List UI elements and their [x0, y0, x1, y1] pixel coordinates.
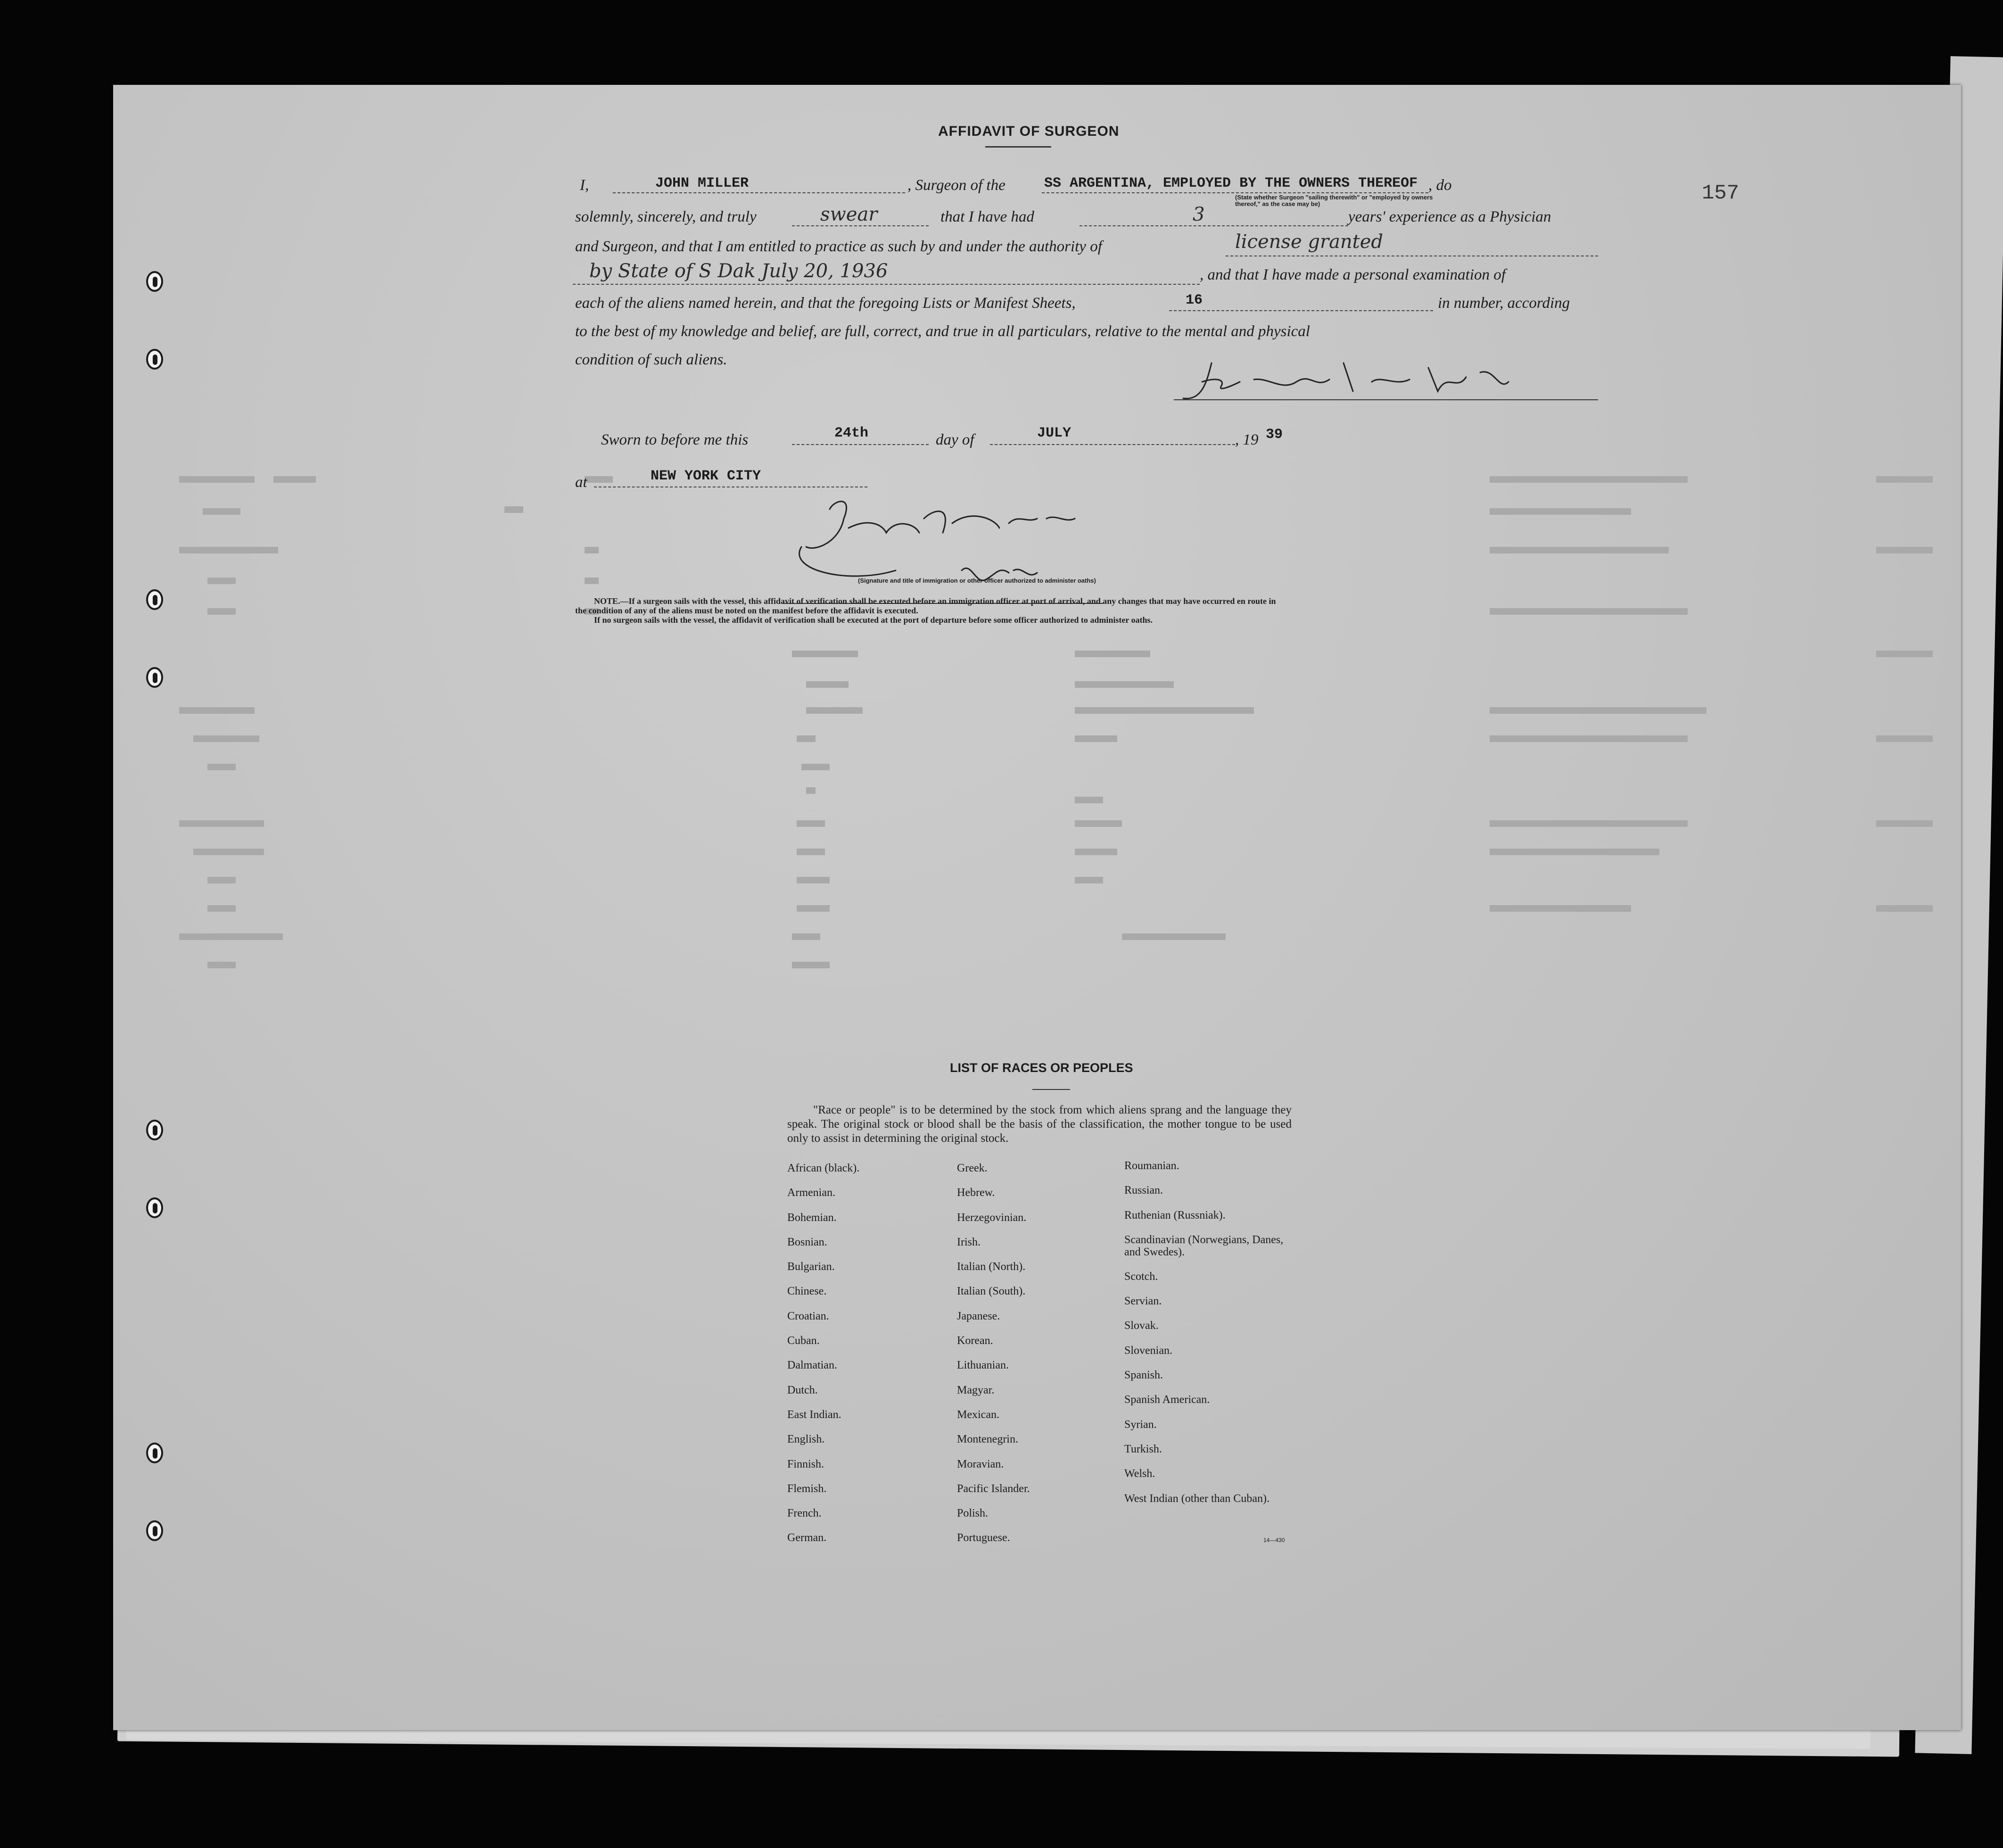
binder-hole: [146, 1197, 163, 1218]
races-title: LIST OF RACES OR PEOPLES: [950, 1061, 1133, 1075]
race-item: Armenian.: [787, 1187, 835, 1199]
form-text: Sworn to before me this: [601, 431, 749, 448]
race-item: East Indian.: [787, 1408, 841, 1421]
race-item: Russian.: [1124, 1184, 1163, 1197]
state-note: (State whether Surgeon "sailing therewith" or "employed by owners thereof," as the case may be): [1235, 194, 1433, 207]
binder-hole: [146, 271, 163, 292]
race-item: West Indian (other than Cuban).: [1124, 1492, 1269, 1505]
years-experience: 3: [1193, 204, 1205, 225]
binder-hole: [146, 589, 163, 610]
form-text: years' experience as a Physician: [1348, 208, 1551, 225]
surgeon-signature: [1174, 354, 1598, 410]
form-text: , and that I have made a personal examination of: [1200, 266, 1506, 283]
sworn-year: 39: [1266, 427, 1283, 443]
race-item: Irish.: [957, 1236, 981, 1248]
race-item: English.: [787, 1433, 825, 1446]
race-item: Spanish.: [1124, 1369, 1163, 1382]
race-item: Turkish.: [1124, 1443, 1162, 1455]
oath-word: swear: [820, 204, 878, 225]
affidavit-title: AFFIDAVIT OF SURGEON: [938, 124, 1120, 139]
form-number: 14—430: [1263, 1537, 1285, 1543]
race-item: Bosnian.: [787, 1236, 827, 1248]
race-item: Bohemian.: [787, 1211, 837, 1224]
races-column-2: [957, 1162, 1113, 1557]
affiant-prefix: I,: [580, 177, 589, 194]
form-text: , Surgeon of the: [907, 177, 1006, 194]
blank-line: [1080, 225, 1348, 226]
page-number: 157: [1702, 182, 1739, 205]
races-column-1: [787, 1162, 943, 1557]
note-line: the condition of any of the aliens must be noted on the manifest before the affidavit is executed.: [575, 606, 918, 615]
blank-line: [613, 192, 905, 193]
race-item: Greek.: [957, 1162, 988, 1174]
race-item: Italian (South).: [957, 1285, 1026, 1298]
race-item: Italian (North).: [957, 1261, 1026, 1273]
race-item: Polish.: [957, 1507, 989, 1520]
race-item: Slovenian.: [1124, 1344, 1172, 1357]
form-text: day of: [936, 431, 974, 448]
officer-caption: (Signature and title of immigration or other officer authorized to administer oaths): [858, 577, 1096, 584]
binder-hole: [146, 349, 163, 370]
race-item: Dutch.: [787, 1384, 818, 1396]
race-item: Scotch.: [1124, 1270, 1158, 1283]
binder-hole: [146, 1443, 163, 1463]
races-intro: "Race or people" is to be determined by the stock from which aliens sprang and the language they speak. The original stock or blood shall be the basis of the classification, the mother tongue to be used only to assist in determining the original stock.: [787, 1104, 1292, 1145]
binder-hole: [146, 667, 163, 688]
vessel-status: SS ARGENTINA, EMPLOYED BY THE OWNERS THEREOF: [1044, 175, 1418, 191]
race-item: Magyar.: [957, 1384, 995, 1396]
race-item: Mexican.: [957, 1408, 999, 1421]
race-item: Montenegrin.: [957, 1433, 1018, 1446]
race-item: Roumanian.: [1124, 1160, 1179, 1172]
race-item: Ruthenian (Russniak).: [1124, 1209, 1226, 1221]
race-item: Bulgarian.: [787, 1261, 835, 1273]
race-item: Dalmatian.: [787, 1359, 837, 1372]
race-item: Lithuanian.: [957, 1359, 1009, 1372]
form-text: , do: [1428, 177, 1452, 194]
binder-hole: [146, 1120, 163, 1140]
title-divider: [1032, 1089, 1070, 1090]
race-item: French.: [787, 1507, 822, 1520]
authority-handwritten: license granted: [1235, 231, 1384, 253]
race-item: African (black).: [787, 1162, 860, 1174]
race-item: German.: [787, 1532, 827, 1544]
surgeon-name: JOHN MILLER: [655, 175, 749, 191]
blank-line: [990, 444, 1235, 445]
manifest-page: [113, 85, 1961, 1730]
race-item: Portuguese.: [957, 1532, 1010, 1544]
race-item: Croatian.: [787, 1310, 829, 1322]
form-text: solemnly, sincerely, and truly: [575, 208, 757, 225]
form-text: at: [575, 474, 587, 491]
race-item: Hebrew.: [957, 1187, 995, 1199]
race-item: Japanese.: [957, 1310, 1000, 1322]
race-item: Flemish.: [787, 1482, 827, 1495]
sworn-place: NEW YORK CITY: [651, 468, 761, 484]
note-line: If no surgeon sails with the vessel, the affidavit of verification shall be executed at the port of departure before some officer authorized to administer oaths.: [594, 615, 1153, 625]
blank-line: [792, 225, 929, 226]
form-text: , 19: [1235, 431, 1259, 448]
race-item: Scandinavian (Norwegians, Danes, and Swedes).: [1124, 1233, 1284, 1258]
blank-line: [1169, 310, 1433, 311]
blank-line: [573, 284, 1200, 285]
race-item: Moravian.: [957, 1458, 1004, 1470]
form-text: in number, according: [1438, 295, 1570, 312]
authority-handwritten: by State of S Dak July 20, 1936: [589, 260, 888, 282]
sworn-month: JULY: [1037, 425, 1072, 441]
title-divider: [985, 146, 1051, 148]
race-item: Herzegovinian.: [957, 1211, 1027, 1224]
race-item: Pacific Islander.: [957, 1482, 1030, 1495]
sheets-count: 16: [1186, 292, 1203, 308]
officer-signature: [773, 490, 1113, 613]
sworn-day: 24th: [834, 425, 869, 441]
race-item: Finnish.: [787, 1458, 824, 1470]
race-item: Welsh.: [1124, 1468, 1155, 1480]
race-item: Chinese.: [787, 1285, 827, 1298]
races-column-3: [1124, 1160, 1299, 1521]
form-text: condition of such aliens.: [575, 351, 727, 368]
note-line: NOTE.—If a surgeon sails with the vessel, this affidavit of verification shall be executed before an immigration officer at port of arrival, and any changes that may have occurred en route in: [594, 596, 1276, 606]
binder-hole: [146, 1520, 163, 1541]
affidavit-note: [575, 596, 1961, 625]
form-text: and Surgeon, and that I am entitled to practice as such by and under the authority of: [575, 238, 1102, 255]
race-item: Slovak.: [1124, 1320, 1159, 1332]
race-item: Servian.: [1124, 1295, 1162, 1308]
blank-line: [792, 444, 929, 445]
form-text: to the best of my knowledge and belief, are full, correct, and true in all particulars, relative to the mental and physical: [575, 323, 1310, 340]
race-item: Korean.: [957, 1335, 993, 1347]
race-item: Cuban.: [787, 1335, 820, 1347]
form-text: each of the aliens named herein, and that the foregoing Lists or Manifest Sheets,: [575, 295, 1076, 312]
form-text: that I have had: [940, 208, 1034, 225]
race-item: Spanish American.: [1124, 1394, 1210, 1406]
blank-line: [1042, 192, 1428, 193]
race-item: Syrian.: [1124, 1418, 1157, 1431]
